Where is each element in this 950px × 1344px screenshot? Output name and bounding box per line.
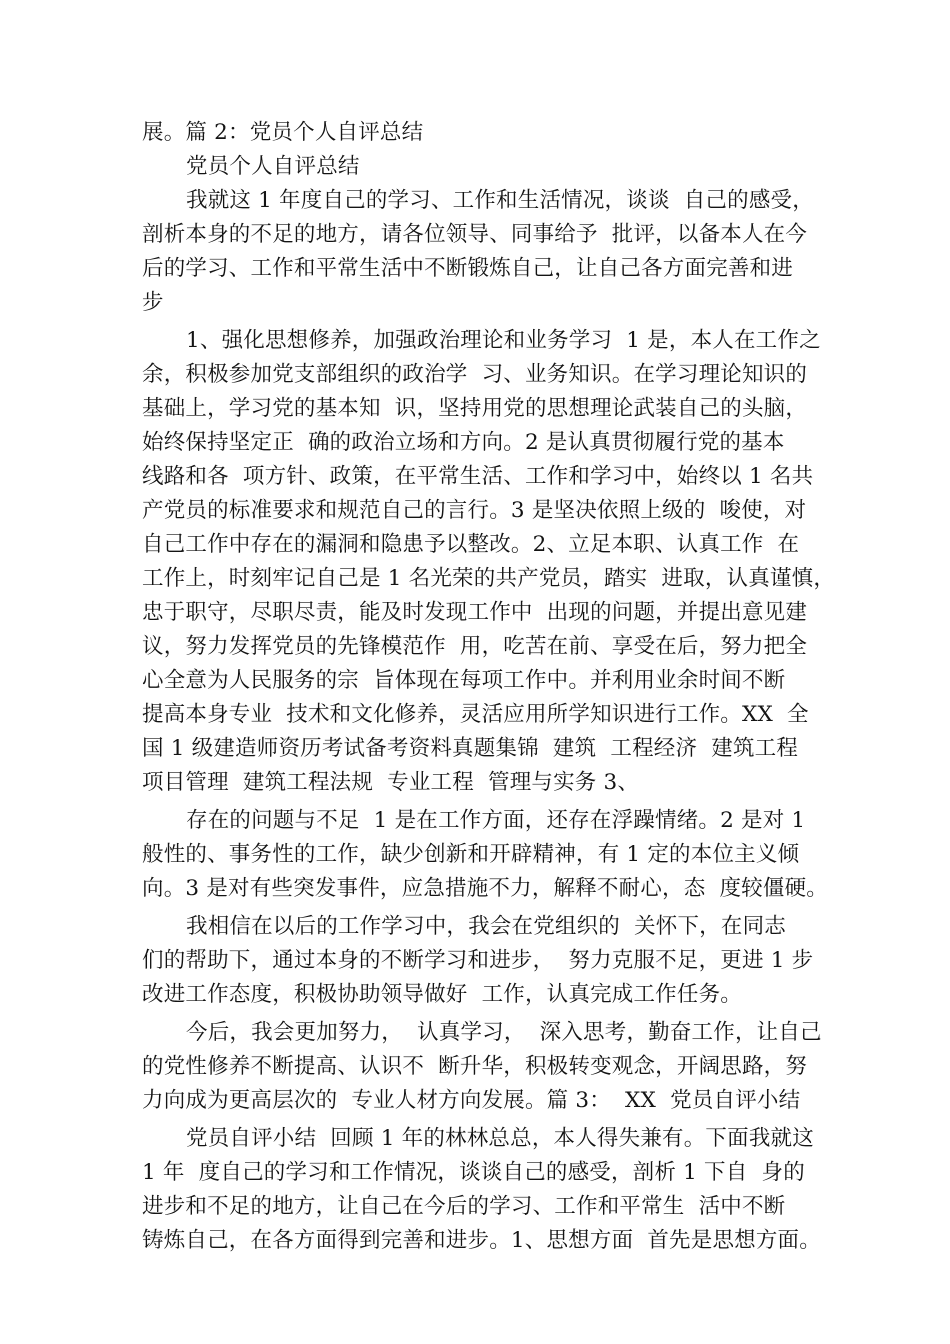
text-line: 议，努力发挥党员的先锋模范作 用，吃苦在前、享受在后，努力把全 xyxy=(142,634,808,659)
text-line: 始终保持坚定正 确的政治立场和方向。2 是认真贯彻履行党的基本 xyxy=(142,430,785,455)
text-line: 进步和不足的地方，让自己在今后的学习、工作和平常生 活中不断 xyxy=(142,1194,786,1219)
text-line: 党员自评小结 回顾 1 年的林林总总，本人得失兼有。下面我就这 xyxy=(186,1126,814,1151)
text-line: 1 年 度自己的学习和工作情况，谈谈自己的感受，剖析 1 下自 身的 xyxy=(142,1160,805,1185)
text-line: 我相信在以后的工作学习中，我会在党组织的 关怀下，在同志 xyxy=(186,914,786,939)
text-line: 今后，我会更加努力， 认真学习， 深入思考，勤奋工作，让自己 xyxy=(186,1020,822,1045)
text-line: 后的学习、工作和平常生活中不断锻炼自己，让自己各方面完善和进 xyxy=(142,256,794,281)
text-line: 展。篇 2：党员个人自评总结 xyxy=(142,120,424,145)
text-line: 提高本身专业 技术和文化修养，灵活应用所学知识进行工作。XX 全 xyxy=(142,702,809,727)
text-line: 们的帮助下，通过本身的不断学习和进步， 努力克服不足，更进 1 步 xyxy=(142,948,814,973)
text-line: 国 1 级建造师资历考试备考资料真题集锦 建筑 工程经济 建筑工程 xyxy=(142,736,799,761)
text-line: 基础上，学习党的基本知 识，坚持用党的思想理论武装自己的头脑， xyxy=(142,396,808,421)
text-line: 忠于职守，尽职尽责，能及时发现工作中 出现的问题，并提出意见建 xyxy=(142,600,808,625)
text-line: 铸炼自己，在各方面得到完善和进步。1、思想方面 首先是思想方面。 xyxy=(142,1228,821,1253)
text-line: 心全意为人民服务的宗 旨体现在每项工作中。并利用业余时间不断 xyxy=(142,668,786,693)
text-line: 向。3 是对有些突发事件，应急措施不力，解释不耐心，态 度较僵硬。 xyxy=(142,876,828,901)
section-heading: 党员个人自评总结 xyxy=(186,154,360,179)
text-line: 我就这 1 年度自己的学习、工作和生活情况，谈谈 自己的感受， xyxy=(186,188,814,213)
text-line: 1、强化思想修养，加强政治理论和业务学习 1 是，本人在工作之 xyxy=(186,328,821,353)
text-line: 改进工作态度，积极协助领导做好 工作，认真完成工作任务。 xyxy=(142,982,742,1007)
text-line: 工作上，时刻牢记自己是 1 名光荣的共产党员，踏实 进取，认真谨慎， xyxy=(142,566,836,591)
text-line: 的党性修养不断提高、认识不 断升华，积极转变观念，开阔思路，努 xyxy=(142,1054,808,1079)
text-line: 项目管理 建筑工程法规 专业工程 管理与实务 3、 xyxy=(142,770,640,795)
text-line: 余，积极参加党支部组织的政治学 习、业务知识。在学习理论知识的 xyxy=(142,362,808,387)
text-line: 剖析本身的不足的地方，请各位领导、同事给予 批评，以备本人在今 xyxy=(142,222,808,247)
text-line: 般性的、事务性的工作，缺少创新和开辟精神，有 1 定的本位主义倾 xyxy=(142,842,800,867)
text-line: 产党员的标准要求和规范自己的言行。3 是坚决依照上级的 唆使，对 xyxy=(142,498,807,523)
text-line: 自己工作中存在的漏洞和隐患予以整改。2、立足本职、认真工作 在 xyxy=(142,532,800,557)
text-line: 力向成为更高层次的 专业人材方向发展。篇 3： XX 党员自评小结 xyxy=(142,1088,801,1113)
text-line: 步 xyxy=(142,290,164,315)
text-line: 线路和各 项方针、政策，在平常生活、工作和学习中，始终以 1 名共 xyxy=(142,464,814,489)
text-line: 存在的问题与不足 1 是在工作方面，还存在浮躁情绪。2 是对 1 xyxy=(186,808,806,833)
